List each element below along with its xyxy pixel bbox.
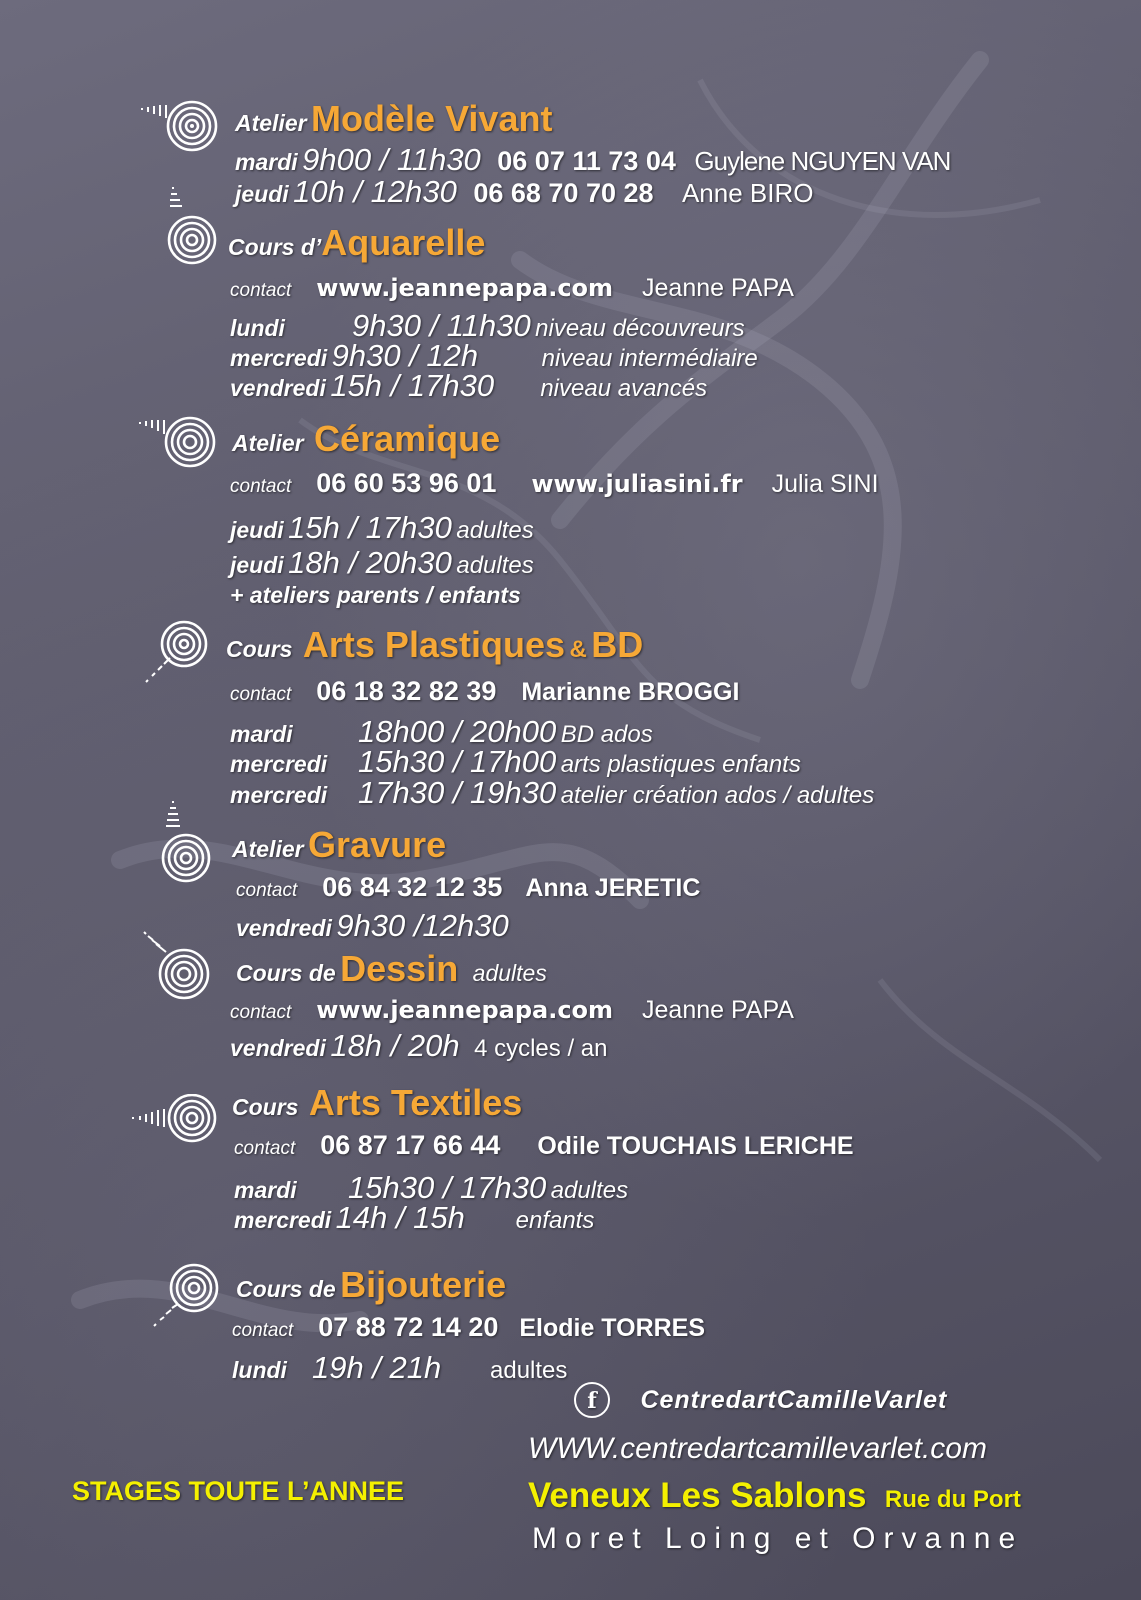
spiral-icon (158, 800, 218, 884)
section-lead: Cours d’ (228, 234, 322, 260)
spiral-icon (140, 620, 212, 688)
day-label: mercredi (230, 782, 328, 808)
day-label: vendredi (230, 375, 326, 401)
audience-note: adultes (490, 1357, 568, 1384)
contact-row (230, 468, 879, 499)
contact-label: contact (230, 280, 292, 301)
cycles-note: 4 cycles / an (474, 1035, 608, 1062)
street-name: Rue du Port (884, 1486, 1021, 1513)
contact-label: contact (232, 1320, 294, 1341)
section-heading (228, 222, 485, 264)
spiral-icon (162, 186, 222, 266)
section-lead: Atelier (232, 430, 304, 456)
schedule-row (236, 908, 509, 944)
time-range: 10h / 12h30 (293, 174, 457, 209)
section-lead: Cours de (236, 960, 336, 986)
section-heading (236, 948, 547, 990)
day-label: lundi (232, 1357, 287, 1383)
commune-name: Moret Loing et Orvanne (532, 1522, 1024, 1555)
day-label: jeudi (230, 517, 284, 543)
time-range: 15h30 / 17h00 (358, 744, 557, 779)
section-heading (235, 98, 552, 140)
contact-row (234, 1130, 854, 1161)
contact-name: Jeanne PAPA (642, 274, 794, 302)
section-title: Aquarelle (321, 222, 486, 263)
section-heading (232, 824, 446, 866)
contact-name: Elodie TORRES (519, 1314, 706, 1342)
section-heading (232, 1082, 522, 1124)
schedule-row (230, 545, 534, 581)
day-label: jeudi (235, 181, 289, 207)
section-title: Modèle Vivant (311, 98, 553, 139)
schedule-row (230, 775, 874, 811)
time-range: 9h00 / 11h30 (302, 142, 481, 177)
town-name: Veneux Les Sablons (528, 1476, 867, 1515)
website-link[interactable]: www.jeannepapa.com (316, 274, 614, 302)
contact-row (236, 872, 700, 903)
section-lead: Cours de (236, 1276, 336, 1302)
audience-note: adultes (550, 1177, 629, 1204)
contact-label: contact (230, 684, 292, 705)
phone-number: 06 18 32 82 39 (316, 676, 497, 706)
contact-name: Jeanne PAPA (642, 996, 794, 1024)
contact-name: Odile TOUCHAIS LERICHE (537, 1132, 854, 1160)
audience-note: BD ados (560, 721, 653, 748)
phone-number: 06 07 11 73 04 (497, 146, 676, 176)
time-range: 18h00 / 20h00 (358, 714, 557, 749)
section-title: Gravure (308, 824, 447, 865)
schedule-row (230, 510, 534, 546)
level-note: niveau intermédiaire (541, 345, 758, 372)
contact-name: Guylene NGUYEN VAN (694, 146, 951, 176)
day-label: mardi (230, 721, 293, 747)
section-title: Bijouterie (340, 1264, 507, 1305)
facebook-icon[interactable] (574, 1382, 610, 1418)
time-range: 18h / 20h (330, 1028, 460, 1063)
time-range: 15h / 17h30 (288, 510, 452, 545)
schedule-row (235, 174, 813, 210)
contact-row (230, 996, 794, 1025)
section-heading (236, 1264, 506, 1306)
section-heading (226, 624, 643, 666)
section-heading (232, 418, 500, 460)
contact-row (230, 676, 739, 707)
website-link[interactable]: www.jeannepapa.com (316, 996, 614, 1024)
audience-note: arts plastiques enfants (560, 751, 801, 778)
audience-note: adultes (472, 960, 547, 986)
extra-note: + ateliers parents / enfants (230, 582, 521, 608)
schedule-row (235, 142, 950, 178)
section-title: Arts Plastiques (302, 624, 565, 665)
contact-row (230, 274, 794, 303)
website-url[interactable]: WWW.centredartcamillevarlet.com (528, 1432, 987, 1465)
schedule-row (234, 1200, 594, 1236)
section-lead: Cours (232, 1094, 299, 1120)
audience-note: adultes (456, 552, 534, 579)
day-label: mercredi (230, 345, 328, 371)
contact-label: contact (230, 1002, 292, 1023)
day-label: mercredi (234, 1207, 332, 1233)
day-label: mercredi (230, 751, 328, 777)
spiral-icon (140, 930, 216, 1002)
stages-banner: STAGES TOUTE L’ANNEE (72, 1476, 405, 1506)
day-label: mardi (234, 1177, 297, 1203)
section-title: Céramique (314, 418, 501, 459)
time-range: 19h / 21h (312, 1350, 442, 1385)
schedule-row (230, 1028, 607, 1064)
schedule-row (230, 368, 707, 404)
section-title-secondary: BD (591, 624, 644, 665)
section-title: Arts Textiles (308, 1082, 523, 1123)
spiral-icon (130, 1094, 220, 1148)
time-range: 15h / 17h30 (330, 368, 495, 403)
address-row (528, 1476, 1021, 1516)
audience-note: adultes (456, 517, 534, 544)
schedule-row (232, 1350, 567, 1386)
day-label: vendredi (236, 915, 332, 941)
phone-number: 07 88 72 14 20 (318, 1312, 499, 1342)
day-label: vendredi (230, 1035, 326, 1061)
level-note: niveau découvreurs (535, 315, 745, 342)
contact-name: Julia SINI (771, 470, 879, 498)
contact-label: contact (234, 1138, 296, 1159)
contact-name: Marianne BROGGI (521, 678, 740, 706)
facebook-letter: f (587, 1388, 597, 1414)
website-link[interactable]: www.juliasini.fr (531, 470, 743, 498)
time-range: 9h30 / 11h30 (352, 308, 531, 343)
contact-name: Anne BIRO (681, 178, 814, 208)
time-range: 9h30 /12h30 (336, 908, 509, 943)
audience-note: enfants (515, 1207, 595, 1234)
section-lead: Atelier (232, 836, 304, 862)
phone-number: 06 68 70 70 28 (473, 178, 654, 208)
phone-number: 06 87 17 66 44 (320, 1130, 501, 1160)
time-range: 9h30 / 12h (331, 338, 479, 373)
contact-label: contact (236, 880, 298, 901)
day-label: lundi (230, 315, 285, 341)
audience-note: atelier création ados / adultes (560, 782, 875, 809)
day-label: jeudi (230, 552, 284, 578)
phone-number: 06 84 32 12 35 (322, 872, 503, 902)
time-range: 18h / 20h30 (288, 545, 452, 580)
spiral-icon (146, 1262, 222, 1334)
time-range: 14h / 15h (335, 1200, 465, 1235)
time-range: 15h30 / 17h30 (348, 1170, 547, 1205)
section-lead: Atelier (235, 110, 307, 136)
level-note: niveau avancés (540, 375, 708, 402)
contact-row (232, 1312, 705, 1343)
section-lead: Cours (226, 636, 293, 662)
day-label: mardi (235, 149, 298, 175)
section-title: Dessin (340, 948, 459, 989)
time-range: 17h30 / 19h30 (358, 775, 557, 810)
phone-number: 06 60 53 96 01 (316, 468, 497, 498)
ampersand: & (569, 636, 587, 663)
contact-name: Anna JERETIC (525, 874, 701, 902)
facebook-row[interactable] (574, 1382, 947, 1418)
spiral-icon (140, 100, 220, 154)
contact-label: contact (230, 476, 292, 497)
facebook-page-name[interactable]: CentredartCamilleVarlet (640, 1385, 948, 1414)
spiral-icon (138, 416, 218, 470)
